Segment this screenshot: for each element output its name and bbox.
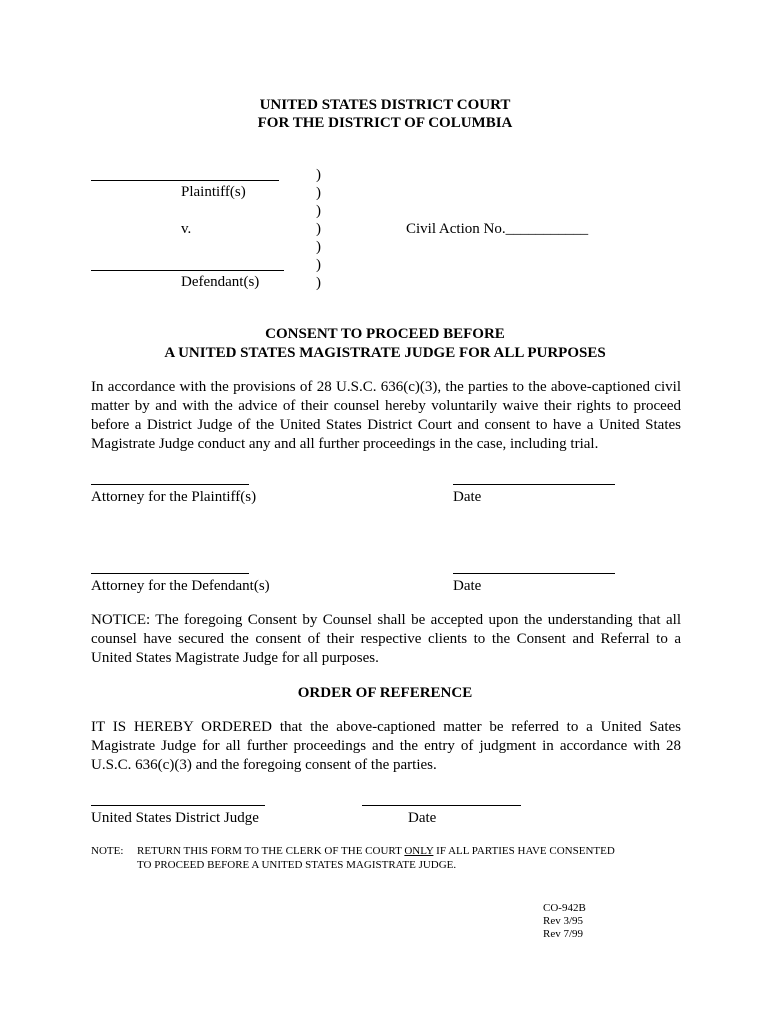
defendant-name-line bbox=[91, 270, 284, 271]
form-revision-1: Rev 3/95 bbox=[543, 915, 584, 927]
notice-paragraph: NOTICE: The foregoing Consent by Counsel shall be accepted upon the understanding that all counsel have secured the consent of their respective clients to the Consent and Referral to a United States Magistrate Judge for all purposes. bbox=[91, 612, 681, 666]
judge-signature-line[interactable] bbox=[91, 805, 265, 806]
form-title-line1: CONSENT TO PROCEED BEFORE bbox=[265, 326, 505, 342]
defendant-date-label: Date bbox=[453, 578, 482, 594]
caption-paren: ) bbox=[316, 185, 321, 201]
plaintiff-attorney-signature-line[interactable] bbox=[91, 484, 249, 485]
caption-paren: ) bbox=[316, 257, 321, 273]
note-only-emphasis: ONLY bbox=[404, 845, 434, 857]
plaintiff-name-line bbox=[91, 180, 279, 181]
order-paragraph: IT IS HEREBY ORDERED that the above-captioned matter be referred to a United Sates Magistrate Judge for all further proceedings and the entry of judgment in accordance with 28 U.S.C. 636(c)(3) and the foregoing consent of the parties. bbox=[91, 719, 681, 773]
note-label: NOTE: bbox=[91, 845, 124, 857]
defendant-date-line[interactable] bbox=[453, 573, 615, 574]
caption-paren: ) bbox=[316, 239, 321, 255]
note-line1-start: RETURN THIS FORM TO THE CLERK OF THE COURT bbox=[137, 845, 405, 857]
caption-paren: ) bbox=[316, 221, 321, 237]
form-title-line2: A UNITED STATES MAGISTRATE JUDGE FOR ALL PURPOSES bbox=[164, 345, 606, 361]
plaintiff-attorney-label: Attorney for the Plaintiff(s) bbox=[91, 489, 257, 505]
note-line1 bbox=[137, 844, 615, 858]
consent-paragraph: In accordance with the provisions of 28 U.S.C. 636(c)(3), the parties to the above-captioned civil matter by and with the advice of their counsel hereby voluntarily waive their rights to proceed before a District Judge of the United States District Court and consent to have a United States Magistrate Judge conduct any and all further proceedings in the case, including trial. bbox=[91, 379, 681, 452]
caption-paren: ) bbox=[316, 167, 321, 183]
plaintiff-label: Plaintiff(s) bbox=[181, 184, 246, 200]
form-revision-2: Rev 7/99 bbox=[543, 928, 584, 940]
caption-paren: ) bbox=[316, 275, 321, 291]
form-code: CO-942B bbox=[543, 902, 586, 914]
order-heading: ORDER OF REFERENCE bbox=[297, 685, 473, 701]
defendant-attorney-signature-line[interactable] bbox=[91, 573, 249, 574]
defendant-attorney-label: Attorney for the Defendant(s) bbox=[91, 578, 270, 594]
versus-label: v. bbox=[181, 221, 192, 237]
court-district: FOR THE DISTRICT OF COLUMBIA bbox=[257, 115, 513, 131]
judge-date-label: Date bbox=[408, 810, 437, 826]
judge-date-line[interactable] bbox=[362, 805, 521, 806]
civil-action-number: Civil Action No.___________ bbox=[406, 221, 589, 237]
note-line2: TO PROCEED BEFORE A UNITED STATES MAGISTRATE JUDGE. bbox=[137, 859, 457, 871]
defendant-label: Defendant(s) bbox=[181, 274, 260, 290]
note-line1-end: IF ALL PARTIES HAVE CONSENTED bbox=[433, 845, 615, 857]
caption-paren: ) bbox=[316, 203, 321, 219]
plaintiff-date-line[interactable] bbox=[453, 484, 615, 485]
plaintiff-date-label: Date bbox=[453, 489, 482, 505]
district-judge-label: United States District Judge bbox=[91, 810, 259, 826]
court-name: UNITED STATES DISTRICT COURT bbox=[259, 97, 511, 113]
